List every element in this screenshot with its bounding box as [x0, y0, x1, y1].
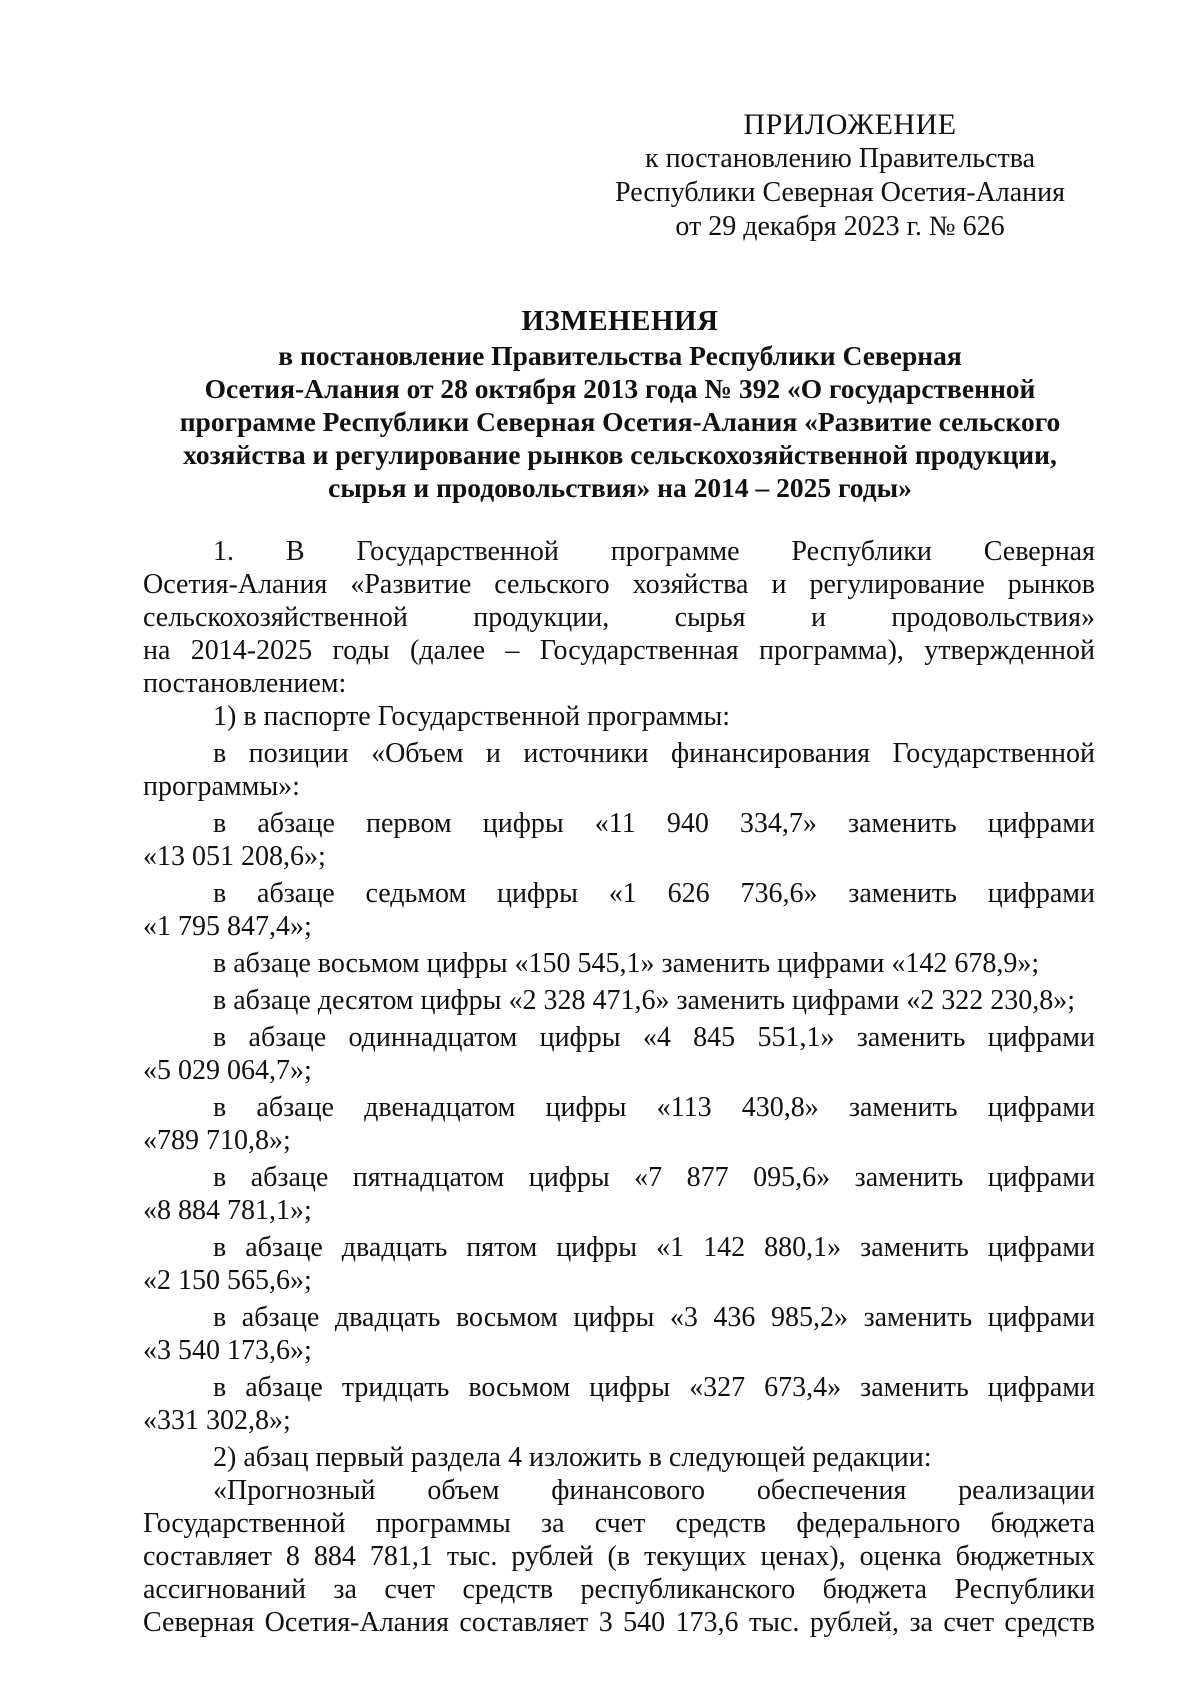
body-line: «13 051 208,6»; — [143, 841, 326, 872]
body-line: ассигнований за счет средств республиканского бюджета Республики — [143, 1574, 1095, 1605]
body-line: в абзаце первом цифры «11 940 334,7» заменить цифрами — [213, 808, 1095, 839]
heading-line: в постановление Правительства Республики Северная — [278, 340, 962, 371]
body-line: на 2014-2025 годы (далее – Государственная программа), утвержденной — [143, 635, 1095, 666]
body-line: «1 795 847,4»; — [143, 911, 312, 942]
body-line: в абзаце восьмом цифры «150 545,1» заменить цифрами «142 678,9»; — [213, 948, 1040, 979]
heading-line: программе Республики Северная Осетия-Алания «Развитие сельского — [179, 406, 1061, 437]
body-line: 2) абзац первый раздела 4 изложить в следующей редакции: — [213, 1442, 932, 1473]
body-line: Государственной программы за счет средств федерального бюджета — [143, 1508, 1095, 1539]
body-line: «3 540 173,6»; — [143, 1335, 312, 1366]
body-line: «331 302,8»; — [143, 1405, 291, 1436]
appendix-line: Республики Северная Осетия-Алания — [615, 177, 1065, 208]
body-line: в абзаце двадцать восьмом цифры «3 436 985,2» заменить цифрами — [213, 1302, 1095, 1333]
body-line: в позиции «Объем и источники финансирования Государственной — [213, 738, 1095, 769]
body-line: в абзаце седьмом цифры «1 626 736,6» заменить цифрами — [213, 878, 1095, 909]
appendix-line: к постановлению Правительства — [644, 143, 1036, 174]
body-line: в абзаце одиннадцатом цифры «4 845 551,1» заменить цифрами — [213, 1022, 1095, 1053]
body-line: в абзаце двенадцатом цифры «113 430,8» заменить цифрами — [213, 1092, 1095, 1123]
appendix-title: ПРИЛОЖЕНИЕ — [743, 108, 957, 141]
body-line: Осетия-Алания «Развитие сельского хозяйства и регулирование рынков — [143, 569, 1095, 600]
document-body — [143, 535, 1095, 1639]
heading-line: Осетия-Алания от 28 октября 2013 года № 392 «О государственной — [204, 373, 1036, 404]
heading-line: сырья и продовольствия» на 2014 – 2025 годы» — [328, 472, 912, 503]
body-line: составляет 8 884 781,1 тыс. рублей (в текущих ценах), оценка бюджетных — [143, 1541, 1095, 1572]
body-line: 1) в паспорте Государственной программы: — [213, 701, 731, 732]
body-line: в абзаце двадцать пятом цифры «1 142 880,1» заменить цифрами — [213, 1232, 1095, 1263]
heading-title: ИЗМЕНЕНИЯ — [521, 305, 719, 337]
body-line: в абзаце десятом цифры «2 328 471,6» заменить цифрами «2 322 230,8»; — [213, 985, 1076, 1016]
body-line: «789 710,8»; — [143, 1125, 291, 1156]
appendix-block — [590, 108, 1090, 244]
body-line: в абзаце пятнадцатом цифры «7 877 095,6» заменить цифрами — [213, 1162, 1095, 1193]
appendix-line: от 29 декабря 2023 г. № 626 — [675, 211, 1005, 242]
body-line: постановлением: — [143, 668, 347, 699]
body-line: «Прогнозный объем финансового обеспечения реализации — [213, 1475, 1095, 1506]
body-line: «2 150 565,6»; — [143, 1265, 312, 1296]
body-line: Северная Осетия-Алания составляет 3 540 173,6 тыс. рублей, за счет средств — [143, 1607, 1095, 1638]
body-line: программы»: — [143, 771, 300, 802]
heading-line: хозяйства и регулирование рынков сельскохозяйственной продукции, — [183, 439, 1057, 470]
body-line: «8 884 781,1»; — [143, 1195, 312, 1226]
body-line: сельскохозяйственной продукции, сырья и продовольствия» — [143, 602, 1095, 633]
body-line: «5 029 064,7»; — [143, 1055, 312, 1086]
document-heading — [140, 305, 1100, 504]
body-line: в абзаце тридцать восьмом цифры «327 673,4» заменить цифрами — [213, 1372, 1095, 1403]
body-line: 1. В Государственной программе Республики Северная — [213, 536, 1095, 567]
